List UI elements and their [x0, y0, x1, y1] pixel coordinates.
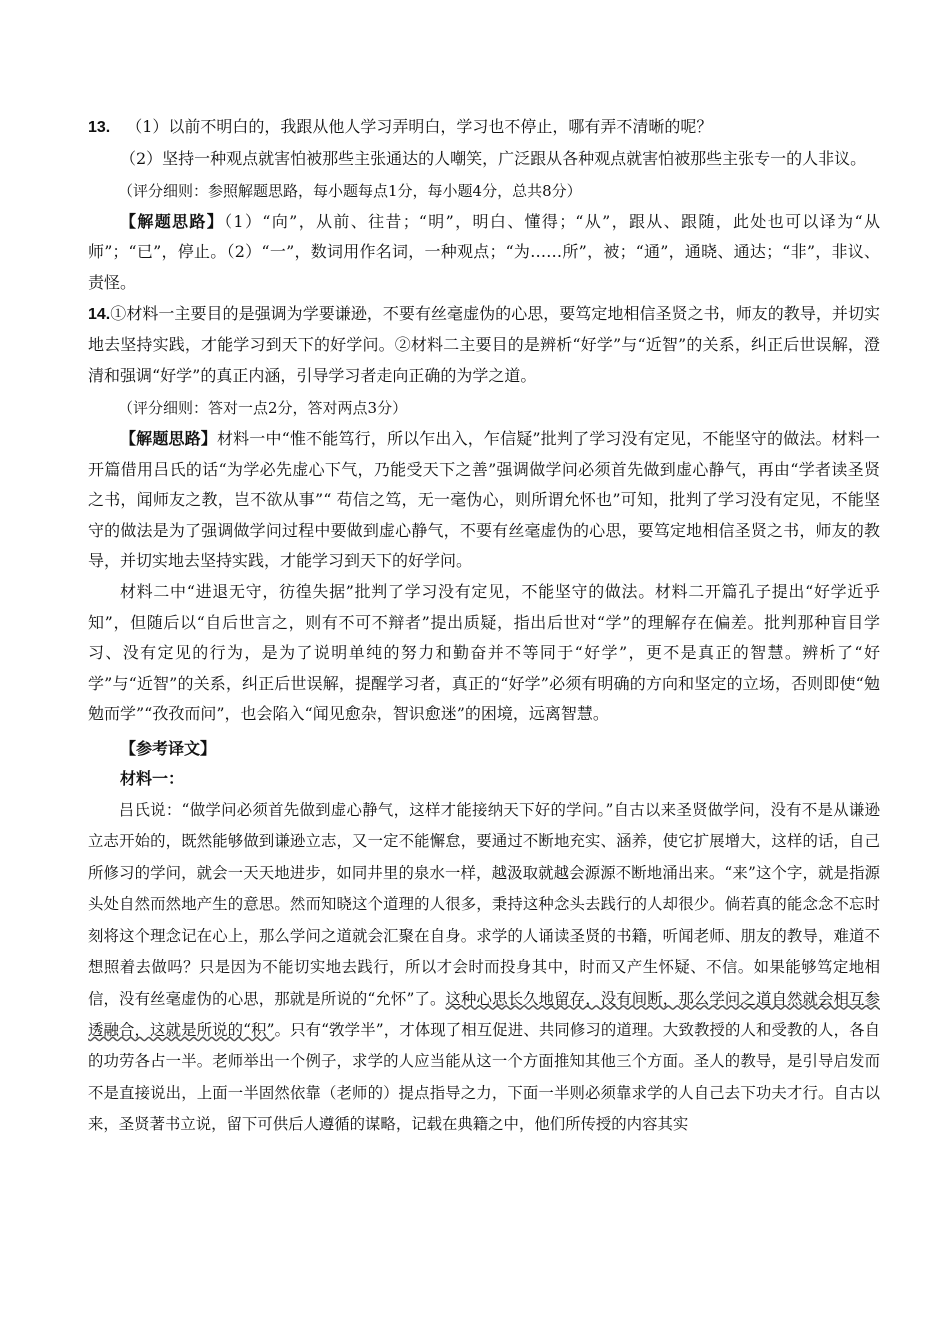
q13-part1: （1）以前不明白的，我跟从他人学习弄明白，学习也不停止，哪有弄不清晰的呢？ [126, 117, 713, 136]
translation-text-underlined: 这种心思长久地留存，没有间断，那么学问之道自然就会相互参透融合，这就是所说的“积” [88, 989, 880, 1039]
q14-tip-para1: 材料一中“惟不能笃行，所以乍出入，乍信疑”批判了学习没有定见，不能坚守的做法。材料一开篇借用吕氏的话“为学必先虚心下气，乃能受天下之善”强调做学问必须首先做到虚心静气，再由“学者读圣贤之书，闻师友之教，岂不欲从事”“ 苟信之笃，无一毫伪心，则所谓允怀也”可知，批判了学习没有定见，不能坚守的做法是为了强调做学问过程中要做到虚心静气，不要有丝毫虚伪的心思，要笃定地相信圣贤之书，师友的教导，并切实地去坚持实践，才能学习到天下的好学问。 [88, 428, 880, 571]
q14-tip [88, 424, 880, 577]
translation-heading [88, 734, 880, 765]
q13-tip [88, 207, 880, 299]
translation-text-a: 吕氏说：“做学问必须首先做到虚心静气，这样才能接纳天下好的学问。”自古以来圣贤做学问，没有不是从谦逊立志开始的，既然能够做到谦逊立志，又一定不能懈怠，要通过不断地充实、涵养，使它扩展增大，这样的话，自己所修习的学问，就会一天天地进步，如同井里的泉水一样，越汲取就越会源源不断地涌出来。“来”这个字，就是指源头处自然而然地产生的意思。然而知晓这个道理的人很多，秉持这种念头去践行的人却很少。倘若真的能念念不忘时刻将这个理念记在心上，那么学问之道就会汇聚在自身。求学的人诵读圣贤的书籍，听闻老师、朋友的教导，难道不想照着去做吗？只是因为不能切实地去践行，所以才会时而投身其中，时而又产生怀疑、不信。如果能够笃定地相信，没有丝毫虚伪的心思，那就是所说的“允怀”了。 [88, 801, 880, 1008]
material1-label: 材料一： [120, 769, 185, 789]
q14-tip-para2: 材料二中“进退无守，彷徨失据”批判了学习没有定见，不能坚守的做法。材料二开篇孔子提出“好学近乎知”，但随后以“自后世言之，则有不可不辩者”提出质疑，指出后世对“学”的理解存在偏差。批判那种盲目学习、没有定见的行为，是为了说明单纯的努力和勤奋并不等同于“好学”，更不是真正的智慧。辨析了“好学”与“近智”的关系，纠正后世误解，提醒学习者，真正的“好学”必须有明确的方向和坚定的立场，否则即使“勉勉而学”“孜孜而问”，也会陷入“闻见愈杂，智识愈迷”的困境，远离智慧。 [88, 581, 880, 724]
translation-text-c: 。只有“敩学半”，才体现了相互促进、共同修习的道理。大致教授的人和受教的人，各自的功劳各占一半。老师举出一个例子，求学的人应当能从这一个方面推知其他三个方面。圣人的教导，是引导启发而不是直接说出，上面一半固然依靠（老师的）提点指导之力，下面一半则必须靠求学的人自己去下功夫才行。自古以来，圣贤著书立说，留下可供后人遵循的谋略，记载在典籍之中，他们所传授的内容其实 [88, 1020, 880, 1134]
translation-heading-text: 【参考译文】 [120, 738, 217, 758]
q14-scoring: （评分细则：答对一点2分，答对两点3分） [118, 399, 408, 418]
document-page [88, 112, 880, 1141]
q13-number: 13. [88, 119, 111, 136]
q14-number: 14. [88, 305, 111, 323]
q13-line1 [88, 112, 880, 144]
q13-tip-label: 【解题思路】 [120, 211, 225, 231]
q13-tip-text: （1）“向”，从前、往昔；“明”，明白、懂得；“从”，跟从、跟随，此处也可以译为“从师”；“已”，停止。（2）“一”，数词用作名词，一种观点；“为……所”，被；“通”，通晓、通达；“非”，非议、责怪。 [88, 211, 880, 292]
q14-tip-label: 【解题思路】 [120, 428, 217, 448]
q14-answer [88, 299, 880, 392]
material1-translation [88, 795, 880, 1140]
q13-scoring: （评分细则：参照解题思路，每小题每点1分，每小题4分，总共8分） [118, 182, 582, 201]
q13-line2: （2）坚持一种观点就害怕被那些主张通达的人嘲笑，广泛跟从各种观点就害怕被那些主张专一的人非议。 [120, 148, 867, 168]
q14-answer-text: ①材料一主要目的是强调为学要谦逊，不要有丝毫虚伪的心思，要笃定地相信圣贤之书，师友的教导，并切实地去坚持实践，才能学习到天下的好学问。②材料二主要目的是辨析“好学”与“近智”的关系，纠正后世误解，澄清和强调“好学”的真正内涵，引导学习者走向正确的为学之道。 [88, 303, 880, 385]
